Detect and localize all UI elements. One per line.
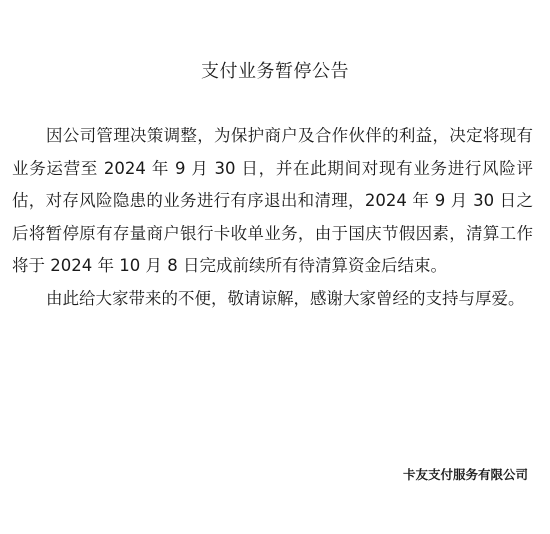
notice-title: 支付业务暂停公告: [201, 61, 349, 82]
company-signature: 卡友支付服务有限公司: [402, 467, 528, 482]
notice-paragraph-main: 因公司管理决策调整，为保护商户及合作伙伴的利益，决定将现有业务运营至 2024 年 9 月 30 日，并在此期间对现有业务进行风险评估，对存风险隐患的业务进行有序退出和清理，2024 年 9 月 30 日之后将暂停原有存量商户银行卡收单业务，由于国庆节假因素，清算工作将于 2024 年 10 月 8 日完成前续所有待清算资金后结束。: [12, 126, 533, 275]
notice-body: [12, 120, 533, 315]
notice-paragraph-apology: 由此给大家带来的不便，敬请谅解，感谢大家曾经的支持与厚爱。: [46, 288, 525, 308]
